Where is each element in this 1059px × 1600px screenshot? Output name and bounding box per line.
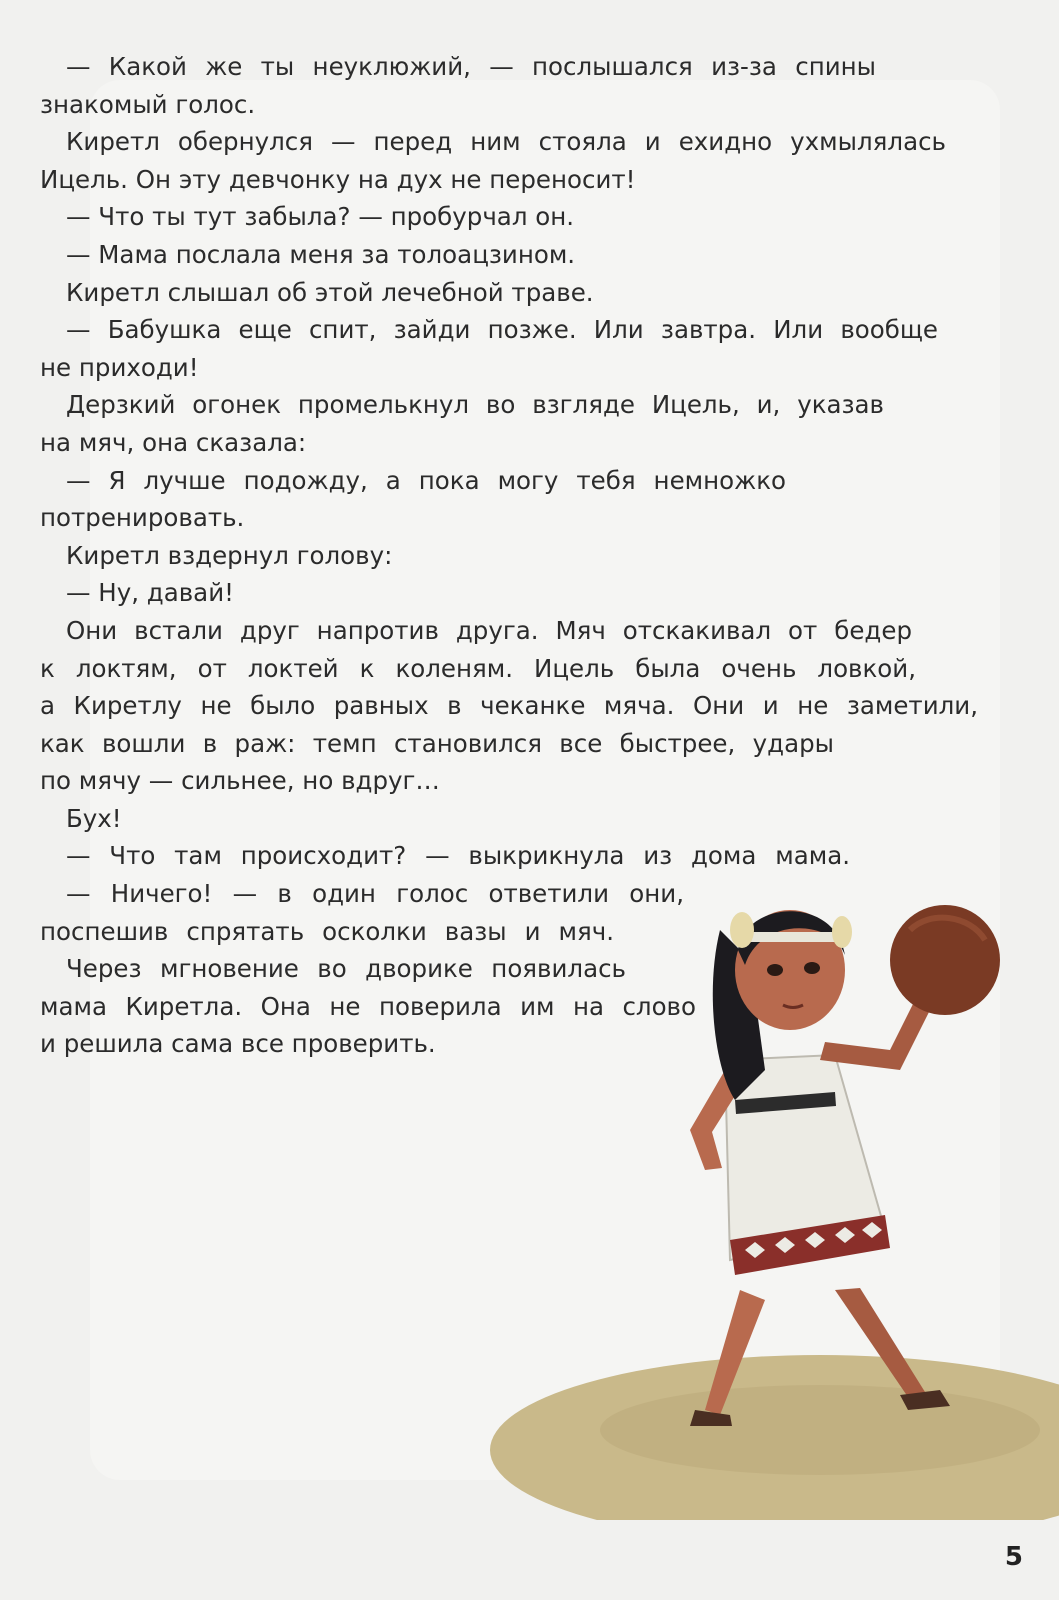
text-line: и решила сама все проверить. bbox=[40, 1029, 436, 1059]
text-line: Через мгновение во дворике появилась bbox=[66, 954, 626, 984]
text-line: а Киретлу не было равных в чеканке мяча. Они и не заметили, bbox=[40, 691, 978, 721]
headband bbox=[742, 932, 842, 942]
ground-shadow bbox=[600, 1385, 1040, 1475]
girl-with-ball-illustration bbox=[490, 870, 1059, 1520]
text-line: к локтям, от локтей к коленям. Ицель была очень ловкой, bbox=[40, 653, 916, 683]
text-line: Киретл обернулся — перед ним стояла и ехидно ухмылялась bbox=[66, 127, 946, 157]
text-line: — Мама послала меня за толоацзином. bbox=[66, 239, 576, 269]
eye-left bbox=[767, 964, 783, 976]
text-line: Киретл слышал об этой лечебной траве. bbox=[66, 277, 594, 307]
text-line: как вошли в раж: темп становился все быстрее, удары bbox=[40, 728, 834, 758]
text-line: Они встали друг напротив друга. Мяч отскакивал от бедер bbox=[66, 615, 912, 645]
text-line: Дерзкий огонек промелькнул во взгляде Ицель, и, указав bbox=[66, 390, 884, 420]
text-line: по мячу — сильнее, но вдруг… bbox=[40, 766, 440, 796]
ear-ornament-left bbox=[730, 912, 754, 948]
text-line: Бух! bbox=[66, 803, 122, 833]
text-line: мама Киретла. Она не поверила им на слово bbox=[40, 991, 696, 1021]
text-line: потренировать. bbox=[40, 503, 245, 533]
text-line: на мяч, она сказала: bbox=[40, 427, 307, 457]
right-arm bbox=[820, 1000, 930, 1070]
text-line: — Какой же ты неуклюжий, — послышался из-за спины bbox=[66, 52, 876, 81]
text-line: — Бабушка еще спит, зайди позже. Или завтра. Или вообще bbox=[66, 315, 938, 345]
text-line: — Я лучше подожду, а пока могу тебя немножко bbox=[66, 465, 786, 495]
ear-ornament-right bbox=[832, 916, 852, 948]
text-line: знакомый голос. bbox=[40, 89, 256, 119]
ball bbox=[890, 905, 1000, 1015]
text-line: — Ну, давай! bbox=[66, 578, 234, 608]
page-number: 5 bbox=[1004, 1542, 1023, 1572]
eye-right bbox=[804, 962, 820, 974]
text-line: поспешив спрятать осколки вазы и мяч. bbox=[40, 916, 614, 946]
text-line: — Что там происходит? — выкрикнула из дома мама. bbox=[66, 841, 850, 871]
text-line: не приходи! bbox=[40, 352, 199, 382]
text-line: — Что ты тут забыла? — пробурчал он. bbox=[66, 202, 575, 232]
text-line: — Ничего! — в один голос ответили они, bbox=[66, 879, 684, 909]
text-line: Киретл вздернул голову: bbox=[66, 540, 393, 570]
text-line: Ицель. Он эту девчонку на дух не переносит! bbox=[40, 164, 636, 194]
